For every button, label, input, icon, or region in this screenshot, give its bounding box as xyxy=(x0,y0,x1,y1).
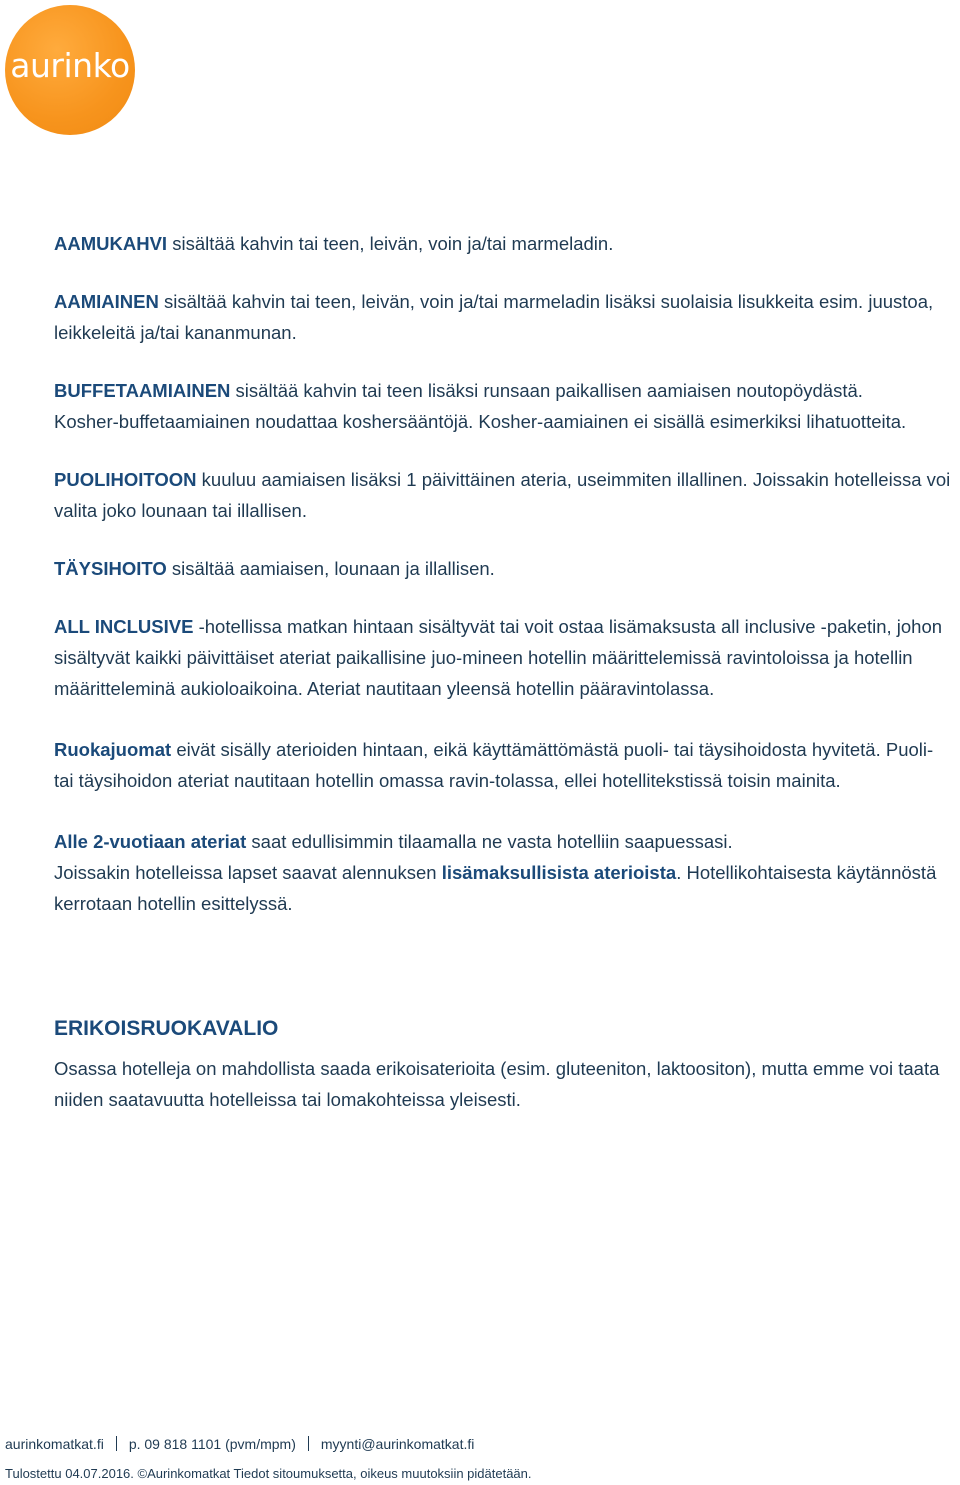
buffet-keyword: BUFFETAAMIAINEN xyxy=(54,380,231,401)
alle2-paragraph xyxy=(54,826,954,857)
footer-contact xyxy=(5,1436,474,1452)
aamukahvi-keyword: AAMUKAHVI xyxy=(54,233,168,254)
alle2-line2-post: . Hotellikohtaisesta käytännöstä kerrotaan hotellin esittelyssä. xyxy=(54,862,937,914)
aamiainen-paragraph xyxy=(54,286,954,348)
puolihoito-paragraph xyxy=(54,464,954,526)
aurinko-logo xyxy=(5,5,135,135)
footer-website-link[interactable]: aurinkomatkat.fi xyxy=(5,1436,104,1452)
alle2-keyword: Alle 2-vuotiaan ateriat xyxy=(54,831,247,852)
erikoisruokavalio-paragraph: Osassa hotelleja on mahdollista saada erikoisaterioita (esim. gluteeniton, laktoositon), mutta emme voi taata niiden saatavuutta hotelleissa tai lomakohteissa yleisesti. xyxy=(54,1058,940,1110)
taysihoito-text: sisältää aamiaisen, lounaan ja illallisen. xyxy=(166,558,495,579)
footer-phone: p. 09 818 1101 (pvm/mpm) xyxy=(128,1436,296,1452)
meal-info-content xyxy=(54,228,954,1115)
buffet-paragraph xyxy=(54,375,954,406)
footer-separator xyxy=(116,1436,117,1451)
kosher-paragraph: Kosher-buffetaamiainen noudattaa koshersääntöjä. Kosher-aamiainen ei sisällä esimerkiksi lihatuotteita. xyxy=(54,411,907,432)
alle2-line2-keyword: lisämaksullisista aterioista xyxy=(441,862,677,883)
buffet-text: sisältää kahvin tai teen lisäksi runsaan paikallisen aamiaisen noutopöydästä. xyxy=(230,380,863,401)
footer-email-link[interactable]: myynti@aurinkomatkat.fi xyxy=(320,1436,475,1452)
erikoisruokavalio-heading: ERIKOISRUOKAVALIO xyxy=(54,1017,279,1040)
alle2-paragraph-2 xyxy=(54,857,954,919)
alle2-line2-pre: Joissakin hotelleissa lapset saavat alennuksen xyxy=(54,862,442,883)
puolihoito-keyword: PUOLIHOITOON xyxy=(54,469,197,490)
ruokajuomat-keyword: Ruokajuomat xyxy=(54,739,172,760)
aamukahvi-paragraph xyxy=(54,228,954,259)
all-inclusive-text: -hotellissa matkan hintaan sisältyvät tai voit ostaa lisämaksusta all inclusive -paketin, johon sisältyvät kaikki päivittäiset ateriat paikallisine juo-mineen hotellin määrittelemissä ravintoloissa ja hotellin määritteleminä aukioloaikoina. Ateriat nautitaan yleensä hotellin pääravintolassa. xyxy=(54,616,943,699)
footer-printed-note: Tulostettu 04.07.2016. ©Aurinkomatkat Tiedot sitoumuksetta, oikeus muutoksiin pidätetään. xyxy=(5,1466,532,1481)
alle2-text: saat edullisimmin tilaamalla ne vasta hotelliin saapuessasi. xyxy=(246,831,733,852)
all-inclusive-keyword: ALL INCLUSIVE xyxy=(54,616,194,637)
aamukahvi-text: sisältää kahvin tai teen, leivän, voin ja/tai marmeladin. xyxy=(167,233,614,254)
taysihoito-paragraph xyxy=(54,553,954,584)
all-inclusive-paragraph xyxy=(54,611,954,704)
puolihoito-text: kuuluu aamiaisen lisäksi 1 päivittäinen ateria, useimmiten illallinen. Joissakin hotelleissa voi valita joko lounaan tai illallisen. xyxy=(54,469,951,521)
ruokajuomat-paragraph xyxy=(54,734,954,796)
aamiainen-keyword: AAMIAINEN xyxy=(54,291,159,312)
ruokajuomat-text: eivät sisälly aterioiden hintaan, eikä käyttämättömästä puoli- tai täysihoidosta hyvitetä. Puoli- tai täysihoidon ateriat nautitaan hotellin omassa ravin-tolassa, ellei hotellitekstissä toisin mainita. xyxy=(54,739,934,791)
taysihoito-keyword: TÄYSIHOITO xyxy=(54,558,167,579)
footer-separator xyxy=(308,1436,309,1451)
aamiainen-text: sisältää kahvin tai teen, leivän, voin ja/tai marmeladin lisäksi suolaisia lisukkeita esim. juustoa, leikkeleitä ja/tai kananmunan. xyxy=(54,291,934,343)
logo-text: aurinko xyxy=(10,46,130,85)
